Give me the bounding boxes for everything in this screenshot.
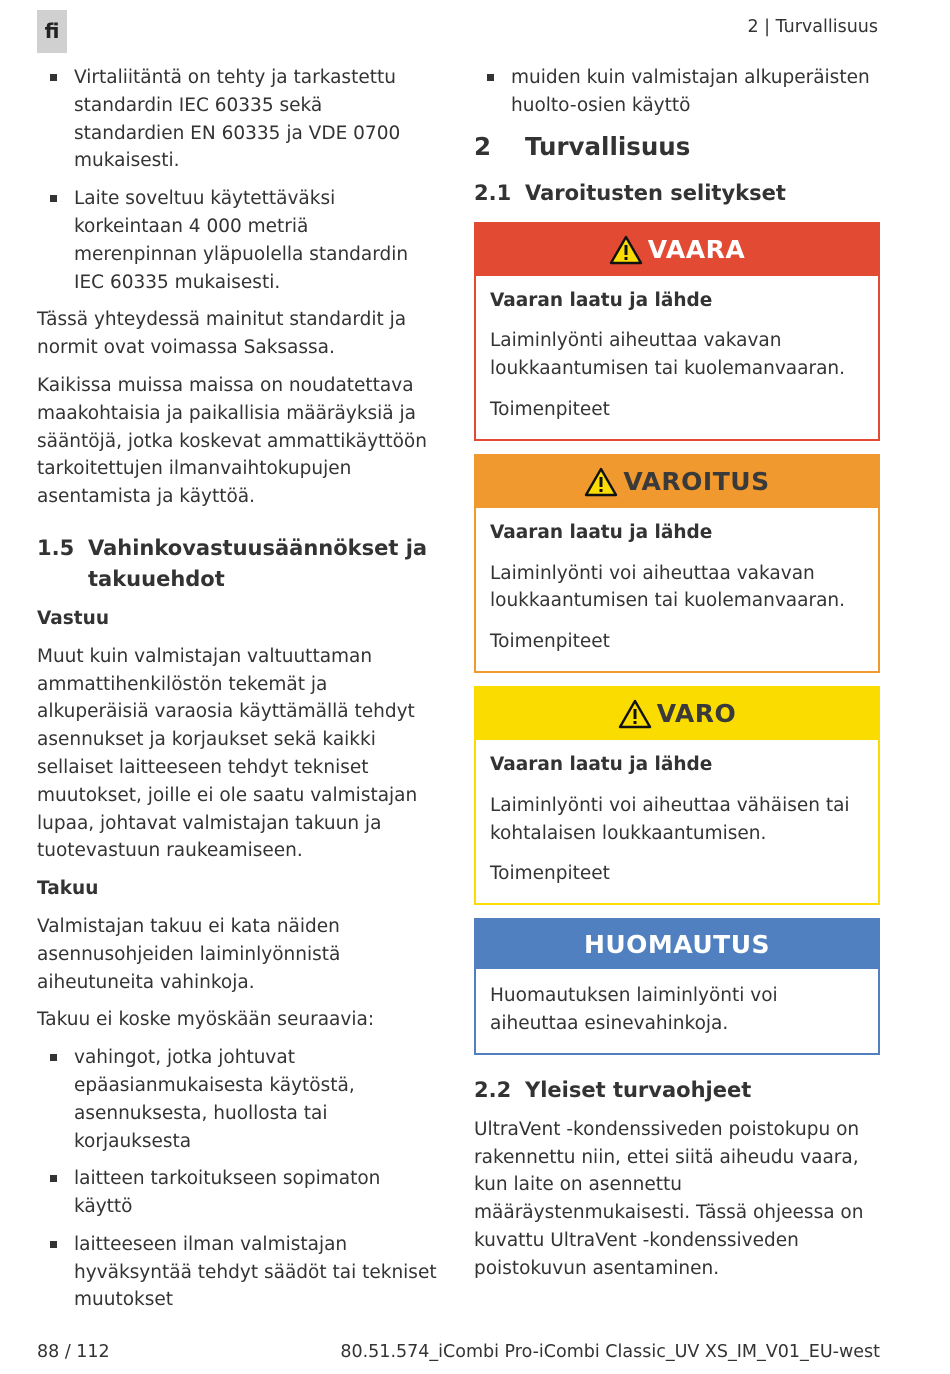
notice-label: VAARA [647,235,746,265]
danger-notice-header [476,224,878,276]
note-notice [474,918,880,1055]
right-column [474,64,880,1293]
notice-text: Laiminlyönti aiheuttaa vakavan loukkaantumisen tai kuolemanvaaran. [490,330,846,380]
section-number: 2 [474,131,492,161]
warning-triangle-icon [609,235,643,265]
paragraph: UltraVent -kondenssiveden poistokupu on rakennettu niin, ettei siitä aiheudu vaara, kun laite on asennettu määräystenmukaisesti. Tässä ohjeessa on kuvattu UltraVent -kondenssiveden poistokuvun asentaminen. [474,1118,864,1279]
running-header: 2 | Turvallisuus [747,17,878,37]
caution-notice-header [476,688,878,740]
notice-title: Vaaran laatu ja lähde [490,289,713,311]
notice-text: Huomautuksen laiminlyönti voi aiheuttaa esinevahinkoja. [490,985,778,1034]
notice-label: VAROITUS [623,467,770,497]
list-item: Laite soveltuu käytettäväksi korkeintaan 4 000 metriä merenpinnan yläpuolella standardin IEC 60335 mukaisesti. [37,185,437,296]
paragraph: Muut kuin valmistajan valtuuttaman ammattihenkilöstön tekemät ja alkuperäisiä varaosia käyttämällä tehdyt asennukset ja korjaukset sekä kaikki sellaiset laitteeseen tehdyt tekniset muutokset, joille ei ole saatu valmistajan lupaa, johtavat valmistajan takuun ja tuotevastuun raukeamiseen. [37,645,418,862]
page-number: 88 / 112 [37,1342,110,1362]
notice-body [476,276,878,439]
list-item: Virtaliitäntä on tehty ja tarkastettu standardin IEC 60335 sekä standardien EN 60335 ja VDE 0700 mukaisesti. [37,64,437,175]
list-item: laitteen tarkoitukseen sopimaton käyttö [37,1165,437,1221]
notice-body [476,508,878,671]
section-title: Turvallisuus [525,131,691,161]
section-heading-2 [474,130,880,164]
section-title: Yleiset turvaohjeet [525,1077,752,1102]
notice-title: Vaaran laatu ja lähde [490,753,713,775]
document-id: 80.51.574_iCombi Pro-iCombi Classic_UV XS_IM_V01_EU-west [340,1342,880,1362]
bullet-list-right [474,64,880,120]
paragraph: Tässä yhteydessä mainitut standardit ja normit ovat voimassa Saksassa. [37,309,407,359]
list-item: muiden kuin valmistajan alkuperäisten huolto-osien käyttö [474,64,880,120]
paragraph: Valmistajan takuu ei kata näiden asennusohjeiden laiminlyönnistä aiheutuneita vahinkoja. [37,915,341,993]
notice-label: VARO [656,699,737,729]
notice-label: HUOMAUTUS [583,930,771,960]
section-heading-2-1 [474,178,880,209]
bullet-list-bottom [37,1044,437,1314]
paragraph: Kaikissa muissa maissa on noudatettava maakohtaisia ja paikallisia määräyksiä ja sääntöjä, jotka koskevat ammattikäyttöön tarkoitettujen ilmanvaihtokupujen asentamista ja käyttöä. [37,374,427,508]
section-number: 1.5 [37,535,75,560]
warning-notice-header [476,456,878,508]
note-notice-header [476,920,878,969]
caution-notice [474,686,880,905]
language-tag: fi [37,10,67,53]
section-heading-1-5 [37,533,437,595]
notice-text: Laiminlyönti voi aiheuttaa vakavan loukkaantumisen tai kuolemanvaaran. [490,562,846,612]
notice-action: Toimenpiteet [490,863,610,885]
warning-triangle-icon [618,699,652,729]
subheading-vastuu: Vastuu [37,607,109,629]
list-item: laitteeseen ilman valmistajan hyväksyntää tehdyt säädöt tai tekniset muutokset [37,1231,437,1314]
notice-action: Toimenpiteet [490,398,610,420]
danger-notice [474,222,880,441]
notice-text: Laiminlyönti voi aiheuttaa vähäisen tai kohtalaisen loukkaantumisen. [490,794,850,844]
list-item: vahingot, jotka johtuvat epäasianmukaisesta käytöstä, asennuksesta, huollosta tai korjauksesta [37,1044,437,1155]
section-title: Vahinkovastuusäännökset ja takuuehdot [88,535,428,591]
subheading-takuu: Takuu [37,878,99,900]
paragraph: Takuu ei koske myöskään seuraavia: [37,1009,375,1031]
left-column [37,64,437,1324]
section-number: 2.2 [474,1077,512,1102]
warning-notice [474,454,880,673]
section-heading-2-2 [474,1075,880,1106]
notice-action: Toimenpiteet [490,631,610,653]
section-title: Varoitusten selitykset [525,180,786,205]
notice-title: Vaaran laatu ja lähde [490,521,713,543]
warning-triangle-icon [584,467,618,497]
notice-body [476,740,878,903]
notice-body [476,969,878,1053]
bullet-list-top [37,64,437,296]
section-number: 2.1 [474,180,512,205]
